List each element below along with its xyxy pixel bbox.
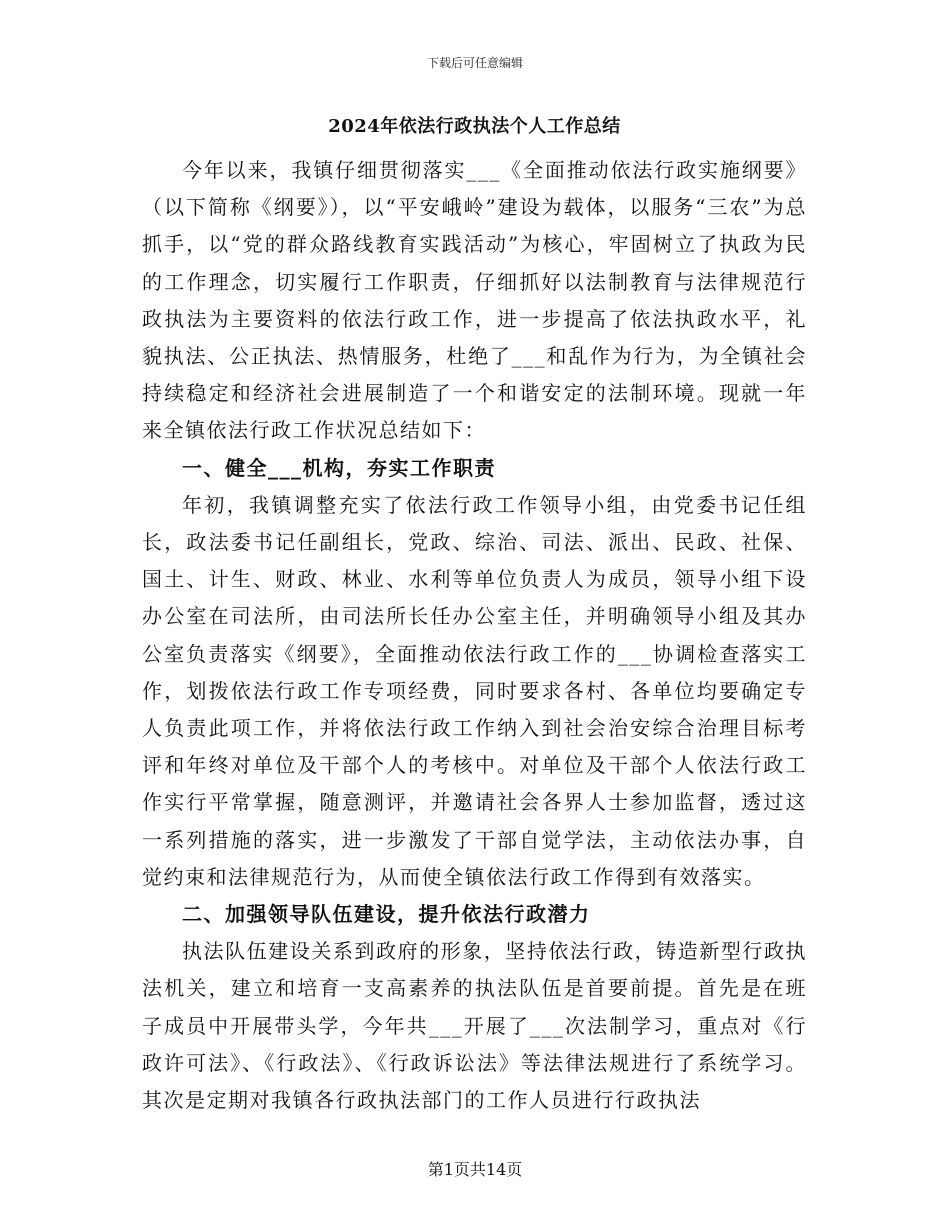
paragraph-section-2: 执法队伍建设关系到政府的形象，坚持依法行政，铸造新型行政执法机关，建立和培育一支高素养的执法队伍是首要前提。首先是在班子成员中开展带头学，今年共___开展了___次法制学习，重点对《行政许可法》、《行政法》、《行政诉讼法》等法律法规进行了系统学习。其次是定期对我镇各行政执法部门的工作人员进行行政执法	[142, 939, 807, 1113]
header-note: 下载后可任意编辑	[426, 56, 523, 70]
section-heading-1: 一、健全___机构，夯实工作职责	[182, 455, 496, 480]
paragraph-section-1: 年初，我镇调整充实了依法行政工作领导小组，由党委书记任组长，政法委书记任副组长，党政、综治、司法、派出、民政、社保、国土、计生、财政、林业、水利等单位负责人为成员，领导小组下设办公室在司法所，由司法所长任办公室主任，并明确领导小组及其办公室负责落实《纲要》，全面推动依法行政工作的___协调检查落实工作，划拨依法行政工作专项经费，同时要求各村、各单位均要确定专人负责此项工作，并将依法行政工作纳入到社会治安综合治理目标考评和年终对单位及干部个人的考核中。对单位及干部个人依法行政工作实行平常掌握，随意测评，并邀请社会各界人士参加监督，透过这一系列措施的落实，进一步激发了干部自觉学法，主动依法办事，自觉约束和法律规范行为，从而使全镇依法行政工作得到有效落实。	[142, 492, 807, 889]
page-number: 第1页共14页	[427, 1160, 523, 1179]
document-body	[142, 112, 807, 1119]
document-title: 2024年依法行政执法个人工作总结	[328, 116, 621, 137]
paragraph-intro: 今年以来，我镇仔细贯彻落实___《全面推动依法行政实施纲要》（以下简称《纲要》），以“平安峨岭”建设为载体，以服务“三农”为总抓手，以“党的群众路线教育实践活动”为核心，牢固树立了执政为民的工作理念，切实履行工作职责，仔细抓好以法制教育与法律规范行政执法为主要资料的依法行政工作，进一步提高了依法执政水平，礼貌执法、公正执法、热情服务，杜绝了___和乱作为行为，为全镇社会持续稳定和经济社会进展制造了一个和谐安定的法制环境。现就一年来全镇依法行政工作状况总结如下：	[142, 158, 807, 443]
section-heading-2: 二、加强领导队伍建设，提升依法行政潜力	[182, 902, 591, 927]
